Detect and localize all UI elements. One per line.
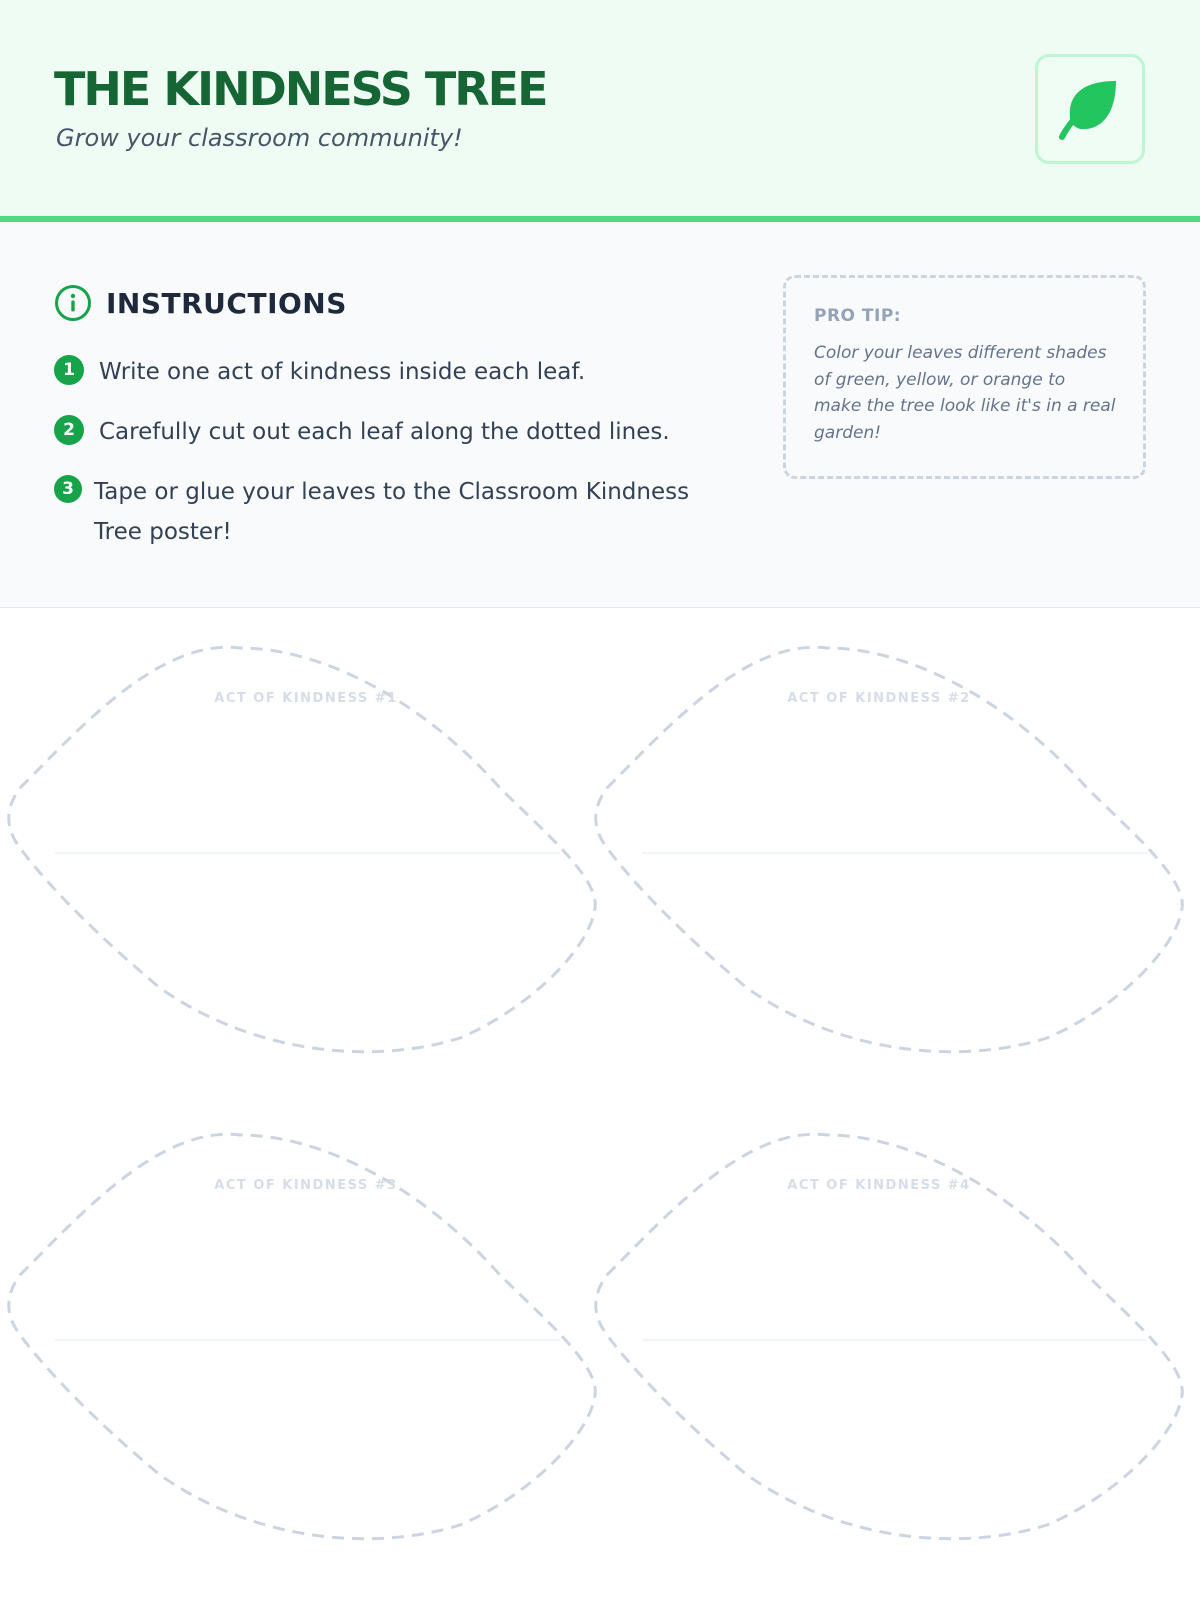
page-subtitle: Grow your classroom community!	[56, 124, 463, 152]
leaf-label: ACT OF KINDNESS #4	[787, 1178, 971, 1193]
pro-tip-box	[783, 275, 1146, 479]
worksheet-header	[0, 0, 1200, 222]
step-text: Tape or glue your leaves to the Classroom Kindness Tree poster!	[94, 479, 690, 545]
info-icon	[54, 284, 92, 322]
leaf-cutout	[596, 1134, 1183, 1538]
leaf-label: ACT OF KINDNESS #2	[787, 691, 971, 706]
step-text: Carefully cut out each leaf along the dotted lines.	[99, 419, 670, 445]
instructions-title: INSTRUCTIONS	[106, 286, 347, 320]
leaf-cutouts	[0, 608, 1200, 1600]
leaf-cutout	[596, 647, 1183, 1051]
pro-tip-text: Color your leaves different shades of green, yellow, or orange to make the tree look like it's in a real garden!	[814, 343, 1116, 443]
leaf-cutout-area	[0, 608, 1200, 1600]
step-number: 3	[54, 475, 82, 503]
leaf-cutout	[9, 647, 596, 1051]
leaf-cutout	[9, 1134, 596, 1538]
leaf-label: ACT OF KINDNESS #3	[214, 1178, 398, 1193]
instructions-section	[0, 222, 1200, 608]
step-number: 1	[54, 355, 84, 385]
instruction-step	[54, 352, 585, 392]
instructions-heading	[54, 284, 347, 322]
step-number: 2	[54, 415, 84, 445]
step-text: Write one act of kindness inside each leaf.	[99, 359, 586, 385]
instruction-step	[54, 412, 670, 452]
pro-tip-label: PRO TIP:	[814, 306, 902, 326]
leaf-badge	[1035, 54, 1145, 164]
instruction-step	[54, 472, 734, 552]
leaf-label: ACT OF KINDNESS #1	[214, 691, 398, 706]
page-title: THE KINDNESS TREE	[54, 62, 547, 116]
leaf-icon	[1058, 77, 1122, 141]
